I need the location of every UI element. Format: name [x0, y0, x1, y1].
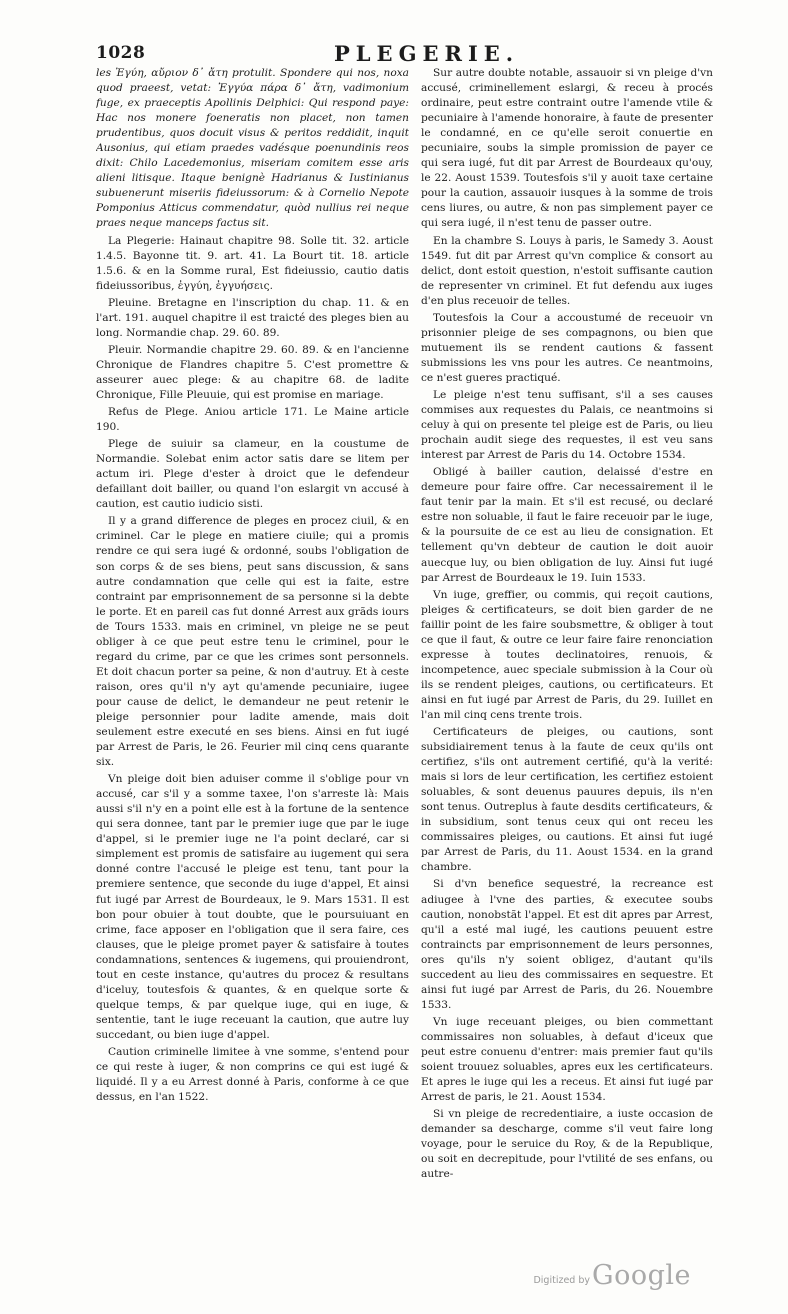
paragraph: Si vn pleige de recredentiaire, a iuste occasion de demander sa descharge, comme s'il veut faire long voyage, pour le seruice du Roy, & de la Republique, ou soit en decrepitude, pour l'vtilité de ses enfans, ou autre- — [421, 1108, 713, 1181]
paragraph: Pleuine. Bretagne en l'inscription du chap. 11. & en l'art. 191. auquel chapitre il est traicté des pleges bien au long. Normandie chap. 29. 60. 89. — [96, 296, 409, 339]
running-title: PLEGERIE. — [334, 41, 520, 66]
paragraph: En la chambre S. Louys à paris, le Samedy 3. Aoust 1549. fut dit par Arrest qu'vn complice & consort au delict, dont estoit question, n'estoit suffisante caution de representer vn criminel. Et fut defendu aux iuges d'en plus receuoir de telles. — [421, 234, 713, 307]
paragraph: Pleuir. Normandie chapitre 29. 60. 89. & en l'ancienne Chronique de Flandres chapitre 5. C'est promettre & asseurer auec plege: & au chapitre 68. de ladite Chronique, Fille Pleuuie, qui est promise en mariage. — [96, 343, 409, 401]
left-column — [96, 66, 409, 1216]
paragraph: Plege de suiuir sa clameur, en la coustume de Normandie. Solebat enim actor satis dare se litem per actum iri. Plege d'ester à droict que le defendeur defaillant doit bailler, ou quand l'on eslargit vn accusé à caution, est cautio iudicio sisti. — [96, 438, 409, 511]
google-logo: Google — [592, 1260, 691, 1291]
paragraph: Il y a grand difference de pleges en procez ciuil, & en criminel. Car le plege en matiere ciuile; qui a promis rendre ce qui sera iugé & ordonné, soubs l'obligation de son corps & de ses biens, peut sans discussion, & sans autre condamnation que celle qui est ia faite, estre contraint par emprisonnement de sa personne si la debte le porte. Et en pareil cas fut donné Arrest aux grãds iours de Tours 1533. mais en criminel, vn pleige ne se peut obliger à ce que peut estre tenu le criminel, pour le regard du crime, par ce que les crimes sont personnels. Et doit chacun porter sa peine, & non d'autruy. Et à ceste raison, ores qu'il n'y ayt qu'amende pecuniaire, iugee pour cause de delict, le demandeur ne peut retenir le pleige personnier pour ladite amende, mais doit seulement estre executé en ses biens. Ainsi en fut iugé par Arrest de Paris, le 26. Feurier mil cinq cens quarante six. — [96, 515, 409, 769]
right-column — [421, 66, 713, 1216]
paragraph: Le pleige n'est tenu suffisant, s'il a ses causes commises aux requestes du Palais, ce neantmoins si celuy à qui on presente tel pleige est de Paris, ou lieu prochain audit siege des requestes, il est veu sans interest par Arrest de Paris du 14. Octobre 1534. — [421, 388, 713, 462]
page-header — [96, 41, 696, 67]
paragraph: Vn iuge, greffier, ou commis, qui reçoit cautions, pleiges & certificateurs, se doit bien garder de ne faillir point de les faire soubsmettre, & obliger à tout ce que il faut, & outre ce leur faire faire renonciation expresse à toutes declinatoires, renuois, & incompetence, auec speciale submission à la Cour où ils se rendent pleiges, cautions, ou certificateurs. Et ainsi en fut iugé par Arrest de Paris, du 29. Iuillet en l'an mil cinq cens trente trois. — [421, 588, 713, 721]
watermark-prefix: Digitized by — [533, 1275, 590, 1286]
page-number: 1028 — [96, 43, 146, 63]
paragraph: Refus de Plege. Aniou article 171. Le Maine article 190. — [96, 406, 409, 434]
paragraph: Vn pleige doit bien aduiser comme il s'oblige pour vn accusé, car s'il y a somme taxee, l'on s'arreste là: Mais aussi s'il n'y en a point elle est à la fortune de la sentence qui sera donnee, tant par le premier iuge que par le iuge d'appel, si le premier iuge ne l'a point declaré, car si simplement est promis de satisfaire au iugement qui sera donné contre l'accusé le pleige est tenu, tant pour la premiere sentence, que seconde du iuge d'appel, Et ainsi fut iugé par Arrest de Bourdeaux, le 9. Mars 1531. Il est bon pour obuier à tout doubte, que le poursuiuant en crime, face apposer en l'obligation que il sera faire, ces clauses, que le pleige promet payer & satisfaire à toutes condamnations, sentences & iugemens, qui prouiendront, tout en ceste instance, qu'autres du procez & resultans d'iceluy, toutesfois & quantes, & en quelque sorte & quelque temps, & par quelque iuge, qui en iuge, & sententie, tant le iuge receuant la caution, que autre luy succedant, ou bien iuge d'appel. — [96, 773, 409, 1041]
paragraph: les Ἐγύη, αὔριον δ᾽ ἄτη protulit. Spondere qui nos, noxa quod praeest, vetat: Ἐγγύα πάρα δ᾽ ἄτη, vadimonium fuge, ex praeceptis Apollinis Delphici: Qui respond paye: Hac nos monere foeneratis non placet, non tamen prudentibus, quos docuit visus & peritos reddidit, inquit Ausonius, qui etiam praedes vadésque poenundinis reos dixit: Chilo Lacedemonius, miseriam comitem esse aris alieni litisque. Itaque benignè Hadrianus & Iustinianus subuenerunt miseriis fideiussorum: & à Cornelio Nepote Pomponius Atticus commendatur, quòd nullius rei neque praes neque manceps factus sit. — [96, 67, 409, 230]
paragraph: Toutesfois la Cour a accoustumé de receuoir vn prisonnier pleige de ses compagnons, ou bien que mutuement ils se rendent cautions & fassent submissions les vns pour les autres. Ce neantmoins, ce n'est gueres practiqué. — [421, 311, 713, 384]
paragraph: Obligé à bailler caution, delaissé d'estre en demeure pour faire offre. Car necessairement il le faut tenir par la main. Et s'il est recusé, ou declaré estre non soluable, il faut le faire receuoir par le iuge, & la poursuite de ce est au lieu de consignation. Et tellement qu'vn debteur de caution le doit auoir auecque luy, ou bien obligation de luy. Ainsi fut iugé par Arrest de Bourdeaux le 19. Iuin 1533. — [421, 466, 713, 584]
paragraph: Certificateurs de pleiges, ou cautions, sont subsidiairement tenus à la faute de ceux qu'ils ont certifiez, s'ils ont autrement certifié, qu'à la verité: mais si lors de leur certification, les certifiez estoient soluables, & sont deuenus pauures depuis, ils n'en sont tenus. Outreplus à faute desdits certificateurs, & in subsidium, sont tenus ceux qui ont receu les commissaires pleiges, ou cautions. Et ainsi fut iugé par Arrest de Paris, du 11. Aoust 1534. en la grand chambre. — [421, 726, 713, 874]
paragraph: Caution criminelle limitee à vne somme, s'entend pour ce qui reste à iuger, & non comprins ce qui est iugé & liquidé. Il y a eu Arrest donné à Paris, conforme à ce que dessus, en l'an 1522. — [96, 1046, 409, 1104]
paragraph: Si d'vn benefice sequestré, la recreance est adiugee à l'vne des parties, & executee soubs caution, nonobstãt l'appel. Et est dit apres par Arrest, qu'il a esté mal iugé, les cautions peuuent estre contraincts par emprisonnement de leurs personnes, ores qu'ils n'y soient obligez, d'autant qu'ils succedent au lieu des commissaires en sequestre. Et ainsi fut iugé par Arrest de Paris, du 26. Nouembre 1533. — [421, 878, 713, 1011]
paragraph: La Plegerie: Hainaut chapitre 98. Solle tit. 32. article 1.4.5. Bayonne tit. 9. art. 41. La Bourt tit. 18. article 1.5.6. & en la Somme rural, Est fideiussio, cautio datis fideiussoribus, ἐγγύη, ἐγγυήσεις. — [96, 234, 409, 292]
paragraph: Vn iuge receuant pleiges, ou bien commettant commissaires non soluables, à defaut d'iceux que peut estre conuenu d'entrer: mais premier faut qu'ils soient trouuez soluables, apres eux les certificateurs. Et apres le iuge qui les a receus. Et ainsi fut iugé par Arrest de paris, le 21. Aoust 1534. — [421, 1015, 713, 1104]
paragraph: Sur autre doubte notable, assauoir si vn pleige d'vn accusé, criminellement eslargi, & receu à procés ordinaire, peut estre contraint outre l'amende vtile & pecuniaire à l'amende honoraire, à faute de presenter le condamné, en ce qu'elle seroit conuertie en pecuniaire, soubs la simple promission de payer ce qui sera iugé, fut dit par Arrest de Bourdeaux qu'ouy, le 22. Aoust 1539. Toutesfois s'il y auoit taxe certaine pour la caution, assauoir iusques à la somme de trois cens liures, ou autre, & non pas simplement payer ce qui sera iugé, il n'est tenu de passer outre. — [421, 67, 713, 230]
